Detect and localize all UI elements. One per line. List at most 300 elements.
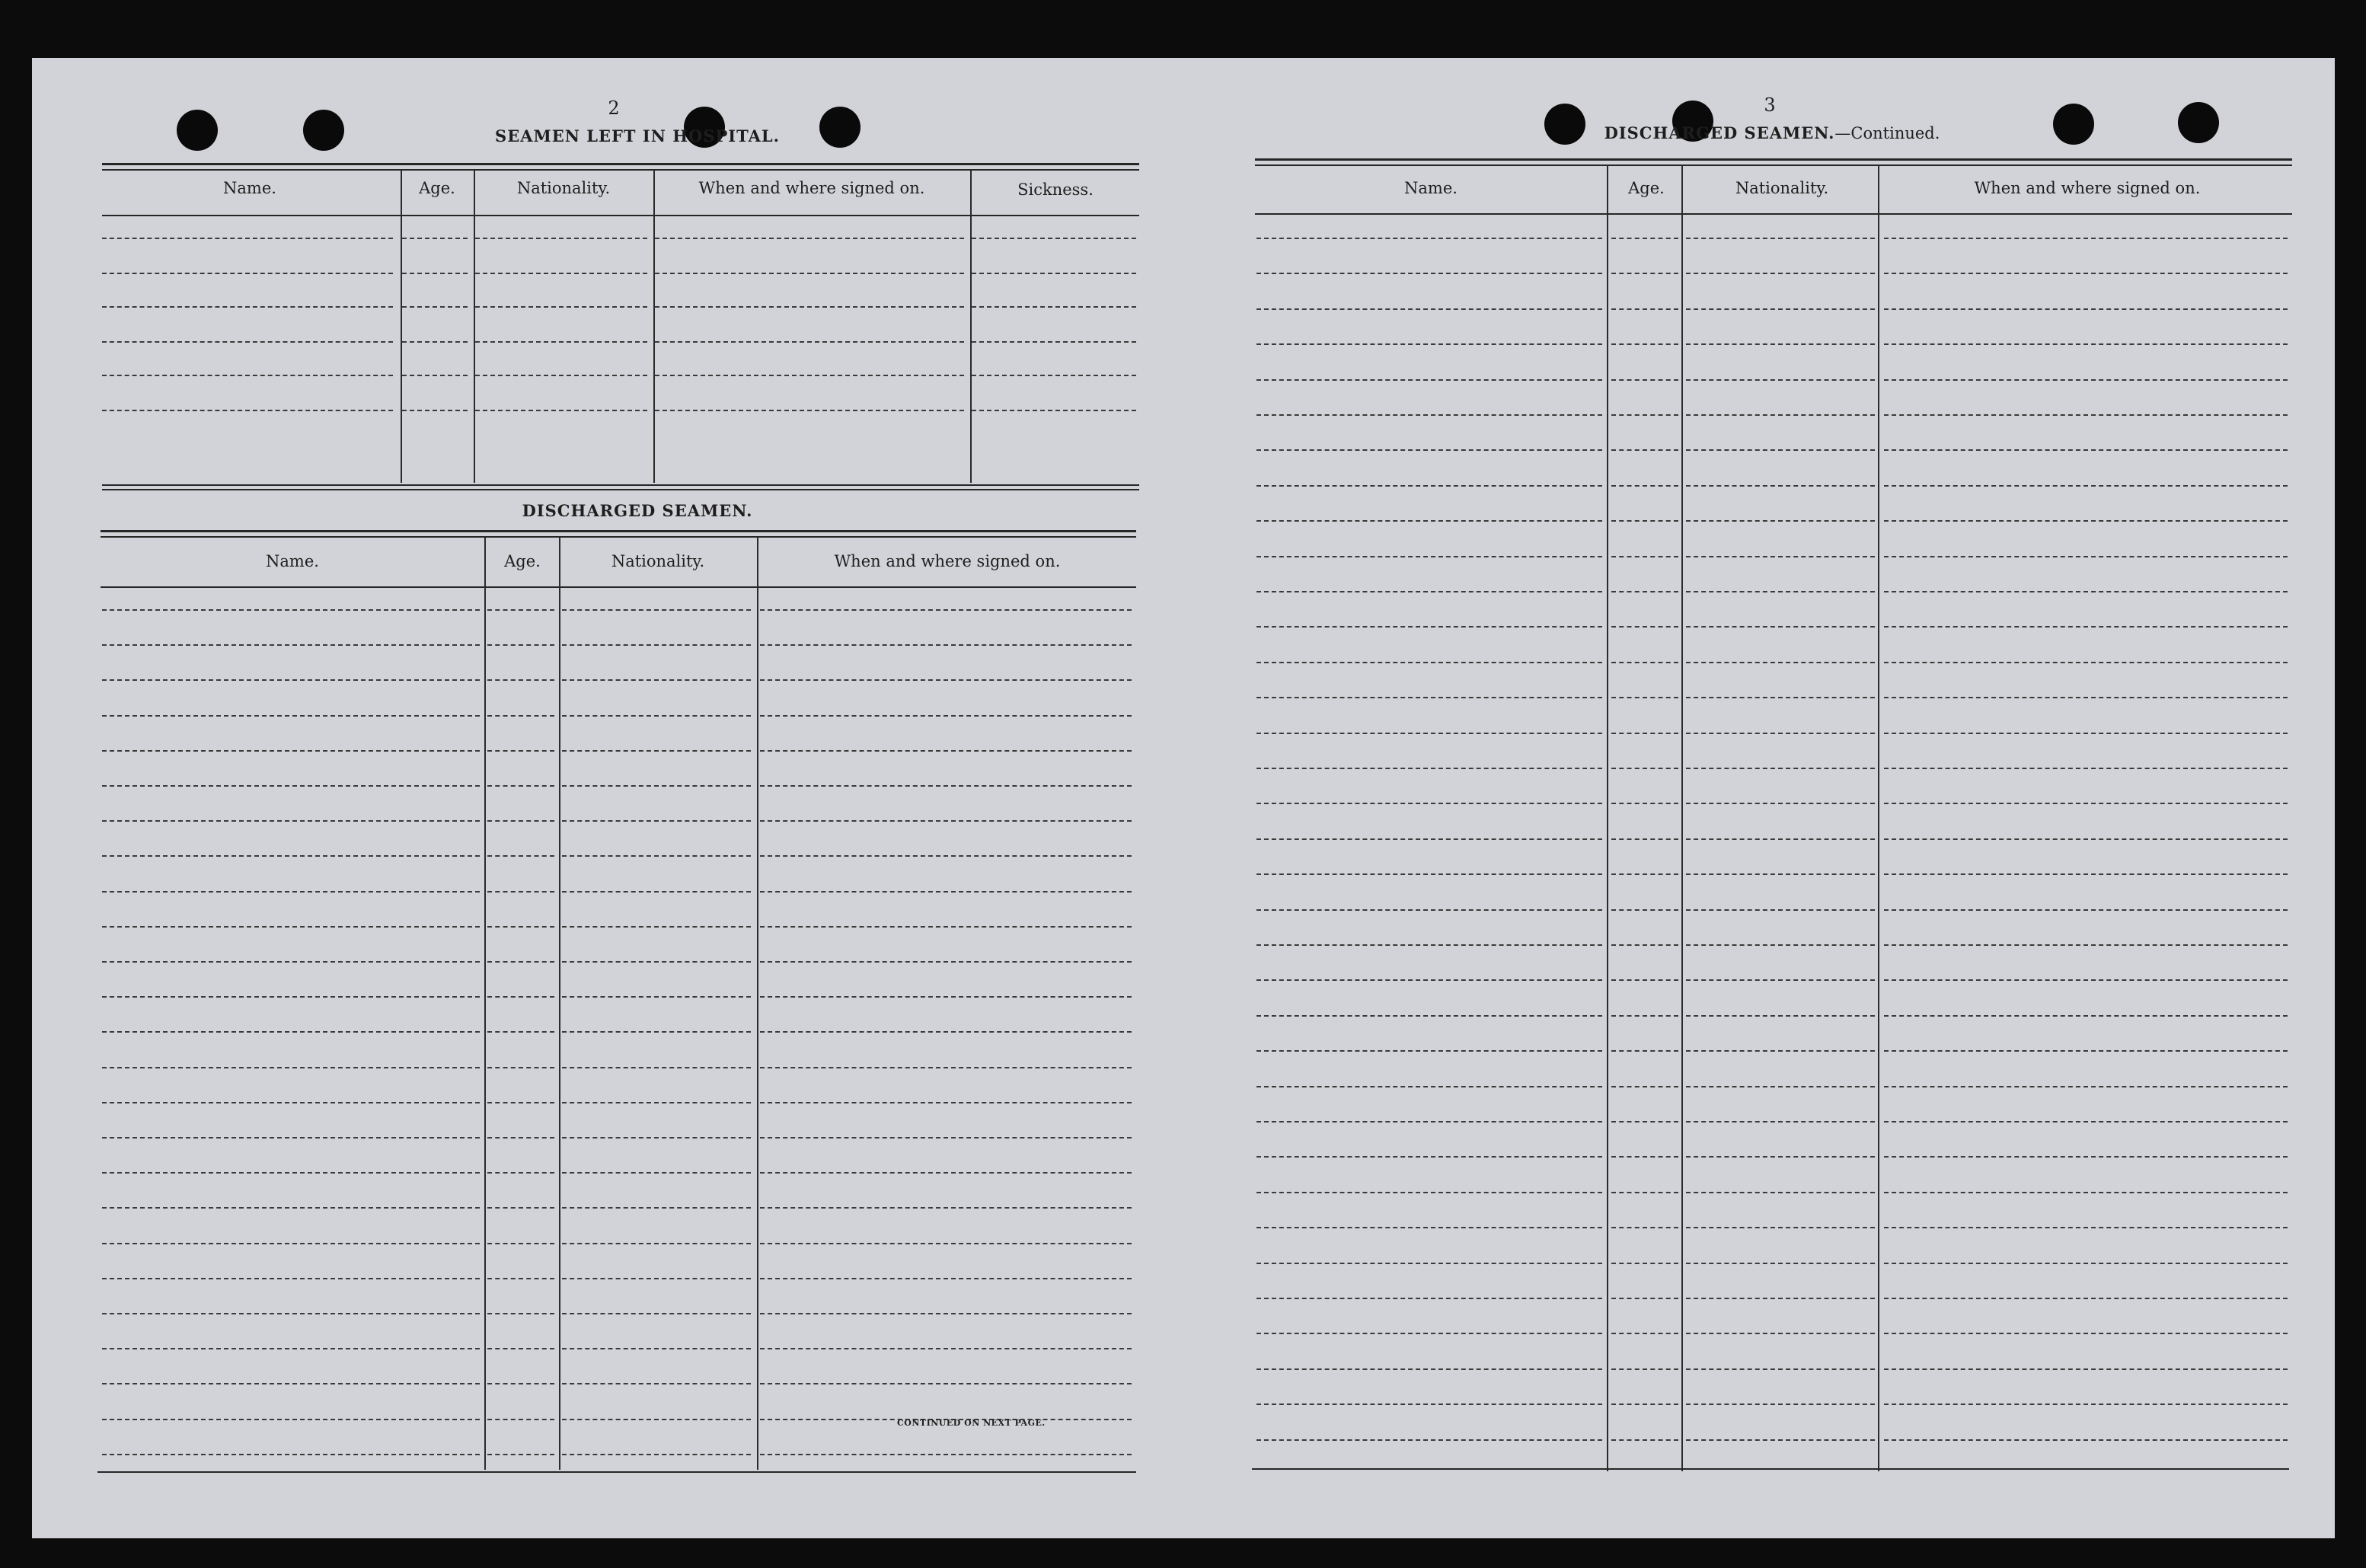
ledger-row-line <box>1884 1333 2288 1334</box>
ledger-row-line <box>760 1313 1132 1314</box>
ledger-row-line <box>1686 1227 1875 1228</box>
ledger-row-line <box>760 1278 1132 1279</box>
ledger-row-line <box>972 238 1136 239</box>
ledger-row-line <box>760 1454 1132 1455</box>
ledger-row-line <box>1256 1263 1602 1264</box>
ledger-row-line <box>760 996 1132 998</box>
right-col-nationality: Nationality. <box>1735 179 1829 197</box>
ledger-row-line <box>102 410 393 411</box>
discharged-top-rule-2 <box>101 536 1136 538</box>
ledger-row-line <box>475 306 647 308</box>
ledger-row-line <box>760 715 1132 717</box>
punch-hole <box>2053 104 2094 145</box>
ledger-row-line <box>655 306 964 308</box>
discharged-col-nationality: Nationality. <box>611 552 705 570</box>
ledger-row-line <box>1256 803 1602 804</box>
ledger-row-line <box>760 1102 1132 1103</box>
ledger-row-line <box>1884 1121 2288 1123</box>
ledger-row-line <box>1611 1368 1678 1370</box>
ledger-row-line <box>487 785 554 787</box>
ledger-row-line <box>487 996 554 998</box>
document-sheet <box>32 58 2335 1538</box>
ledger-row-line <box>562 1067 751 1068</box>
hospital-section-title: SEAMEN LEFT IN HOSPITAL. <box>495 126 780 145</box>
ledger-row-line <box>1686 803 1875 804</box>
ledger-row-line <box>102 750 480 752</box>
ledger-row-line <box>1256 485 1602 487</box>
ledger-row-line <box>102 891 480 893</box>
ledger-row-line <box>1686 873 1875 875</box>
ledger-row-line <box>487 1067 554 1068</box>
discharged-col-signed-on: When and where signed on. <box>834 552 1061 570</box>
ledger-row-line <box>1884 909 2288 911</box>
hospital-col-signed-on: When and where signed on. <box>698 179 925 197</box>
right-col-divider <box>1878 164 1879 1471</box>
ledger-row-line <box>102 273 393 274</box>
discharged-continued-title-main: DISCHARGED SEAMEN. <box>1604 123 1835 142</box>
ledger-row-line <box>1256 591 1602 592</box>
hospital-bottom-rule-2 <box>102 489 1139 490</box>
ledger-row-line <box>1686 909 1875 911</box>
ledger-row-line <box>487 1102 554 1103</box>
ledger-row-line <box>1884 343 2288 345</box>
punch-hole <box>1544 104 1585 145</box>
ledger-row-line <box>1611 485 1678 487</box>
ledger-row-line <box>1884 697 2288 698</box>
ledger-row-line <box>1884 273 2288 274</box>
ledger-row-line <box>760 644 1132 646</box>
ledger-row-line <box>402 375 468 376</box>
ledger-row-line <box>760 855 1132 857</box>
ledger-row-line <box>1884 485 2288 487</box>
ledger-row-line <box>1686 1439 1875 1441</box>
ledger-row-line <box>1256 768 1602 769</box>
ledger-row-line <box>760 1137 1132 1138</box>
ledger-row-line <box>1686 1156 1875 1158</box>
ledger-row-line <box>760 961 1132 963</box>
ledger-row-line <box>562 891 751 893</box>
ledger-row-line <box>1686 1368 1875 1370</box>
ledger-row-line <box>102 961 480 963</box>
hospital-col-age: Age. <box>419 179 455 197</box>
ledger-row-line <box>102 1419 480 1420</box>
ledger-row-line <box>1686 697 1875 698</box>
ledger-row-line <box>1686 520 1875 522</box>
ledger-row-line <box>102 1172 480 1174</box>
ledger-row-line <box>1256 662 1602 663</box>
ledger-row-line <box>1256 873 1602 875</box>
ledger-row-line <box>1611 1156 1678 1158</box>
ledger-row-line <box>562 1172 751 1174</box>
ledger-row-line <box>102 644 480 646</box>
ledger-row-line <box>1256 1368 1602 1370</box>
ledger-row-line <box>1884 591 2288 592</box>
ledger-row-line <box>1256 414 1602 416</box>
right-bottom-rule <box>1252 1468 2289 1470</box>
ledger-row-line <box>1686 449 1875 451</box>
ledger-row-line <box>102 375 393 376</box>
ledger-row-line <box>562 1383 751 1384</box>
ledger-row-line <box>402 306 468 308</box>
ledger-row-line <box>475 273 647 274</box>
ledger-row-line <box>487 1313 554 1314</box>
ledger-row-line <box>1256 1050 1602 1052</box>
ledger-row-line <box>1686 343 1875 345</box>
ledger-row-line <box>475 238 647 239</box>
ledger-row-line <box>487 750 554 752</box>
ledger-row-line <box>487 891 554 893</box>
ledger-row-line <box>487 855 554 857</box>
ledger-row-line <box>1256 838 1602 840</box>
ledger-row-line <box>1884 308 2288 310</box>
ledger-row-line <box>1686 591 1875 592</box>
ledger-row-line <box>1611 591 1678 592</box>
ledger-row-line <box>562 715 751 717</box>
ledger-row-line <box>562 1137 751 1138</box>
discharged-col-divider <box>484 536 486 1470</box>
ledger-row-line <box>487 1243 554 1244</box>
ledger-row-line <box>487 1137 554 1138</box>
ledger-row-line <box>655 341 964 343</box>
ledger-row-line <box>760 1172 1132 1174</box>
ledger-row-line <box>972 306 1136 308</box>
ledger-row-line <box>1611 979 1678 981</box>
ledger-row-line <box>1611 944 1678 946</box>
ledger-row-line <box>1884 1404 2288 1405</box>
ledger-row-line <box>1611 803 1678 804</box>
ledger-row-line <box>1686 768 1875 769</box>
discharged-section-title: DISCHARGED SEAMEN. <box>522 501 753 520</box>
ledger-row-line <box>1256 944 1602 946</box>
ledger-row-line <box>1686 1121 1875 1123</box>
ledger-row-line <box>562 1419 751 1420</box>
ledger-row-line <box>972 273 1136 274</box>
ledger-row-line <box>102 820 480 822</box>
ledger-row-line <box>1686 1192 1875 1193</box>
ledger-row-line <box>1884 238 2288 239</box>
ledger-row-line <box>972 375 1136 376</box>
ledger-row-line <box>487 961 554 963</box>
hospital-col-divider <box>474 169 475 483</box>
ledger-row-line <box>102 785 480 787</box>
ledger-row-line <box>102 1102 480 1103</box>
ledger-row-line <box>760 1243 1132 1244</box>
hospital-col-divider <box>653 169 655 483</box>
right-top-rule <box>1255 158 2292 161</box>
right-col-divider <box>1607 164 1608 1471</box>
ledger-row-line <box>487 715 554 717</box>
ledger-row-line <box>487 679 554 681</box>
ledger-row-line <box>102 1207 480 1209</box>
ledger-row-line <box>102 238 393 239</box>
ledger-row-line <box>102 715 480 717</box>
ledger-row-line <box>1611 1227 1678 1228</box>
discharged-col-name: Name. <box>266 552 319 570</box>
ledger-row-line <box>1256 979 1602 981</box>
ledger-row-line <box>760 679 1132 681</box>
ledger-row-line <box>1611 343 1678 345</box>
ledger-row-line <box>102 1454 480 1455</box>
ledger-row-line <box>562 644 751 646</box>
ledger-row-line <box>1884 803 2288 804</box>
ledger-row-line <box>487 1454 554 1455</box>
ledger-row-line <box>1256 626 1602 628</box>
ledger-row-line <box>102 1067 480 1068</box>
punch-hole <box>303 110 344 151</box>
ledger-row-line <box>102 1031 480 1033</box>
ledger-row-line <box>562 1348 751 1349</box>
ledger-row-line <box>1256 909 1602 911</box>
ledger-row-line <box>1686 944 1875 946</box>
ledger-row-line <box>1256 520 1602 522</box>
ledger-row-line <box>1256 379 1602 381</box>
ledger-row-line <box>102 609 480 611</box>
ledger-row-line <box>1884 414 2288 416</box>
ledger-row-line <box>1611 733 1678 734</box>
continued-note: CONTINUED ON NEXT PAGE. <box>897 1418 1046 1428</box>
ledger-row-line <box>1611 1015 1678 1017</box>
ledger-row-line <box>562 679 751 681</box>
ledger-row-line <box>760 1348 1132 1349</box>
ledger-row-line <box>487 1278 554 1279</box>
ledger-row-line <box>1686 485 1875 487</box>
ledger-row-line <box>1611 273 1678 274</box>
ledger-row-line <box>655 238 964 239</box>
ledger-row-line <box>1686 1333 1875 1334</box>
discharged-header-rule <box>101 586 1136 588</box>
ledger-row-line <box>1611 626 1678 628</box>
ledger-row-line <box>655 410 964 411</box>
ledger-row-line <box>1611 520 1678 522</box>
ledger-row-line <box>487 1348 554 1349</box>
ledger-row-line <box>562 609 751 611</box>
ledger-row-line <box>102 341 393 343</box>
ledger-row-line <box>562 1207 751 1209</box>
ledger-row-line <box>487 1419 554 1420</box>
ledger-row-line <box>972 410 1136 411</box>
discharged-col-age: Age. <box>504 552 541 570</box>
punch-hole <box>177 110 218 151</box>
ledger-row-line <box>1884 1015 2288 1017</box>
ledger-row-line <box>475 410 647 411</box>
ledger-row-line <box>760 926 1132 928</box>
ledger-row-line <box>1686 1298 1875 1299</box>
ledger-row-line <box>1256 273 1602 274</box>
ledger-row-line <box>1256 1439 1602 1441</box>
ledger-row-line <box>760 785 1132 787</box>
ledger-row-line <box>1686 238 1875 239</box>
ledger-row-line <box>760 1031 1132 1033</box>
ledger-row-line <box>102 855 480 857</box>
discharged-continued-title-sub: —Continued. <box>1834 124 1940 142</box>
hospital-bottom-rule <box>102 484 1139 486</box>
ledger-row-line <box>102 926 480 928</box>
ledger-row-line <box>1884 873 2288 875</box>
ledger-row-line <box>1256 733 1602 734</box>
ledger-row-line <box>562 820 751 822</box>
ledger-row-line <box>1884 379 2288 381</box>
punch-hole <box>819 107 861 148</box>
ledger-row-line <box>1611 1192 1678 1193</box>
ledger-row-line <box>1686 556 1875 557</box>
ledger-row-line <box>1256 308 1602 310</box>
ledger-row-line <box>1686 838 1875 840</box>
ledger-row-line <box>760 1067 1132 1068</box>
ledger-row-line <box>1611 909 1678 911</box>
ledger-row-line <box>1611 1333 1678 1334</box>
ledger-row-line <box>402 273 468 274</box>
ledger-row-line <box>1884 1050 2288 1052</box>
discharged-col-divider <box>757 536 758 1470</box>
ledger-row-line <box>1611 838 1678 840</box>
ledger-row-line <box>562 1454 751 1455</box>
ledger-row-line <box>760 1383 1132 1384</box>
ledger-row-line <box>1611 1404 1678 1405</box>
ledger-row-line <box>487 609 554 611</box>
ledger-row-line <box>1884 768 2288 769</box>
ledger-row-line <box>1611 308 1678 310</box>
ledger-row-line <box>1256 1298 1602 1299</box>
ledger-row-line <box>1611 873 1678 875</box>
ledger-row-line <box>1256 1192 1602 1193</box>
ledger-row-line <box>1686 1404 1875 1405</box>
ledger-row-line <box>1884 662 2288 663</box>
hospital-col-name: Name. <box>223 179 276 197</box>
hospital-col-divider <box>401 169 402 483</box>
ledger-row-line <box>1611 1050 1678 1052</box>
ledger-row-line <box>487 1172 554 1174</box>
ledger-row-line <box>102 1278 480 1279</box>
ledger-row-line <box>1256 449 1602 451</box>
ledger-row-line <box>655 273 964 274</box>
ledger-row-line <box>102 679 480 681</box>
ledger-row-line <box>1686 379 1875 381</box>
ledger-row-line <box>1884 979 2288 981</box>
hospital-col-divider <box>970 169 972 483</box>
ledger-row-line <box>1256 238 1602 239</box>
right-col-divider <box>1681 164 1683 1471</box>
ledger-row-line <box>402 410 468 411</box>
ledger-row-line <box>562 750 751 752</box>
ledger-row-line <box>102 1243 480 1244</box>
ledger-row-line <box>487 820 554 822</box>
ledger-row-line <box>1884 520 2288 522</box>
discharged-continued-title <box>1585 123 1959 142</box>
ledger-row-line <box>487 1383 554 1384</box>
ledger-row-line <box>102 306 393 308</box>
ledger-row-line <box>102 1313 480 1314</box>
ledger-row-line <box>1256 1227 1602 1228</box>
ledger-row-line <box>1256 1156 1602 1158</box>
ledger-row-line <box>475 375 647 376</box>
ledger-row-line <box>1884 838 2288 840</box>
ledger-row-line <box>487 644 554 646</box>
ledger-row-line <box>1884 1156 2288 1158</box>
page-number-right: 3 <box>1764 94 1776 116</box>
ledger-row-line <box>562 1278 751 1279</box>
ledger-row-line <box>1686 979 1875 981</box>
ledger-row-line <box>1611 697 1678 698</box>
ledger-row-line <box>1686 626 1875 628</box>
ledger-row-line <box>1256 556 1602 557</box>
ledger-row-line <box>562 1031 751 1033</box>
ledger-row-line <box>1884 733 2288 734</box>
ledger-row-line <box>102 996 480 998</box>
ledger-row-line <box>1686 662 1875 663</box>
ledger-row-line <box>1256 1121 1602 1123</box>
ledger-row-line <box>1884 1227 2288 1228</box>
ledger-row-line <box>1256 1404 1602 1405</box>
right-top-rule-2 <box>1255 164 2292 166</box>
page-number-left: 2 <box>608 97 620 119</box>
ledger-row-line <box>1611 1121 1678 1123</box>
right-header-rule <box>1255 213 2292 215</box>
ledger-row-line <box>760 820 1132 822</box>
ledger-row-line <box>1884 1192 2288 1193</box>
ledger-row-line <box>1686 414 1875 416</box>
ledger-row-line <box>562 996 751 998</box>
ledger-row-line <box>562 1102 751 1103</box>
ledger-row-line <box>1611 768 1678 769</box>
right-col-age: Age. <box>1628 179 1665 197</box>
hospital-top-rule <box>102 163 1139 165</box>
discharged-top-rule <box>101 530 1136 532</box>
ledger-row-line <box>487 1031 554 1033</box>
hospital-top-rule-2 <box>102 169 1139 171</box>
ledger-row-line <box>487 1207 554 1209</box>
hospital-header-rule <box>102 215 1139 216</box>
ledger-row-line <box>1686 308 1875 310</box>
ledger-row-line <box>1611 1439 1678 1441</box>
ledger-row-line <box>760 609 1132 611</box>
ledger-row-line <box>1884 944 2288 946</box>
ledger-row-line <box>1611 379 1678 381</box>
ledger-row-line <box>102 1383 480 1384</box>
ledger-row-line <box>1686 733 1875 734</box>
ledger-row-line <box>1686 1050 1875 1052</box>
hospital-col-sickness: Sickness. <box>1017 180 1094 199</box>
ledger-row-line <box>1256 1086 1602 1087</box>
ledger-row-line <box>1884 449 2288 451</box>
ledger-row-line <box>1611 1086 1678 1087</box>
ledger-row-line <box>562 855 751 857</box>
right-col-name: Name. <box>1404 179 1458 197</box>
ledger-row-line <box>1256 697 1602 698</box>
ledger-row-line <box>1884 1439 2288 1441</box>
ledger-row-line <box>402 341 468 343</box>
ledger-row-line <box>1611 556 1678 557</box>
discharged-bottom-rule <box>97 1471 1136 1473</box>
ledger-row-line <box>102 1137 480 1138</box>
ledger-row-line <box>1611 1298 1678 1299</box>
ledger-row-line <box>1884 1298 2288 1299</box>
ledger-row-line <box>562 1243 751 1244</box>
hospital-col-nationality: Nationality. <box>516 179 611 197</box>
ledger-row-line <box>1686 273 1875 274</box>
ledger-row-line <box>487 926 554 928</box>
discharged-col-divider <box>559 536 560 1470</box>
ledger-row-line <box>562 1313 751 1314</box>
ledger-row-line <box>655 375 964 376</box>
ledger-row-line <box>402 238 468 239</box>
ledger-row-line <box>562 961 751 963</box>
right-col-signed-on: When and where signed on. <box>1974 179 2201 197</box>
ledger-row-line <box>760 750 1132 752</box>
ledger-row-line <box>1884 556 2288 557</box>
ledger-row-line <box>1884 626 2288 628</box>
ledger-row-line <box>760 891 1132 893</box>
ledger-row-line <box>1256 343 1602 345</box>
